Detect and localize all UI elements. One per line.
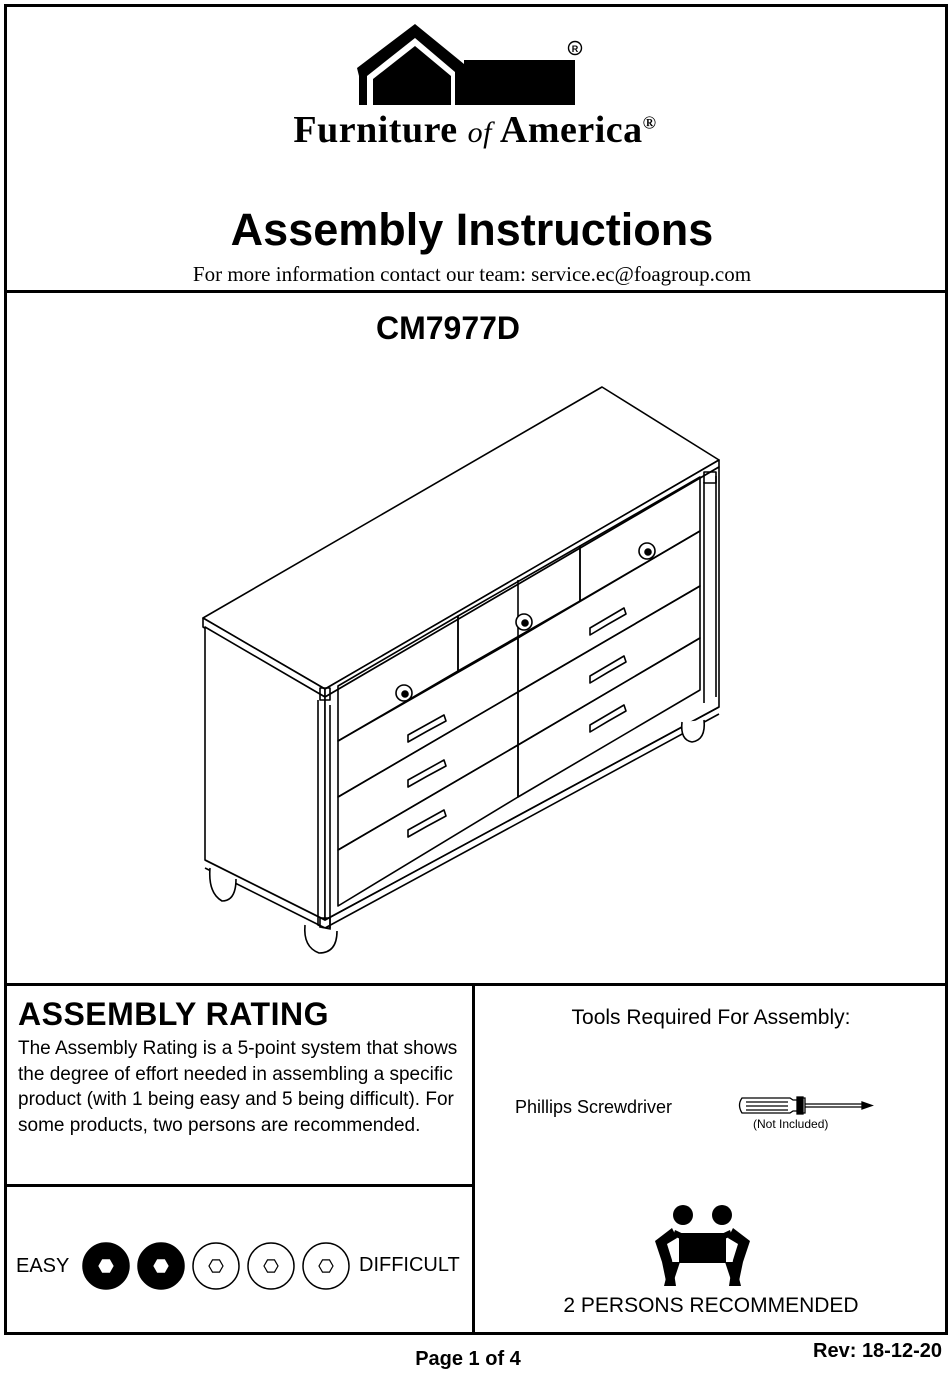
contact-info: For more information contact our team: service.ec@foagroup.com (192, 262, 752, 286)
brand-name: Furniture of America® (293, 109, 657, 151)
tool-note: (Not Included) (753, 1117, 829, 1131)
page-title: Assembly Instructions (230, 204, 714, 255)
rating-heading: ASSEMBLY RATING (18, 996, 329, 1032)
model-number: CM7977D (375, 310, 521, 346)
rating-description: The Assembly Rating is a 5-point system that shows the degree of effort needed in assembling a specific product (with 1 being easy and 5 being difficult). For some products, two persons are recommended. (18, 1038, 458, 1136)
persons-recommended: 2 PERSONS RECOMMENDED (563, 1294, 859, 1317)
svg-text:R: R (571, 44, 579, 54)
tool-name: Phillips Screwdriver (515, 1097, 673, 1117)
tools-heading: Tools Required For Assembly: (571, 1006, 851, 1029)
easy-label: EASY (16, 1255, 70, 1277)
page-number: Page 1 of 4 (415, 1348, 521, 1370)
difficult-label: DIFFICULT (359, 1254, 460, 1276)
revision-date: Rev: 18-12-20 (813, 1340, 942, 1362)
